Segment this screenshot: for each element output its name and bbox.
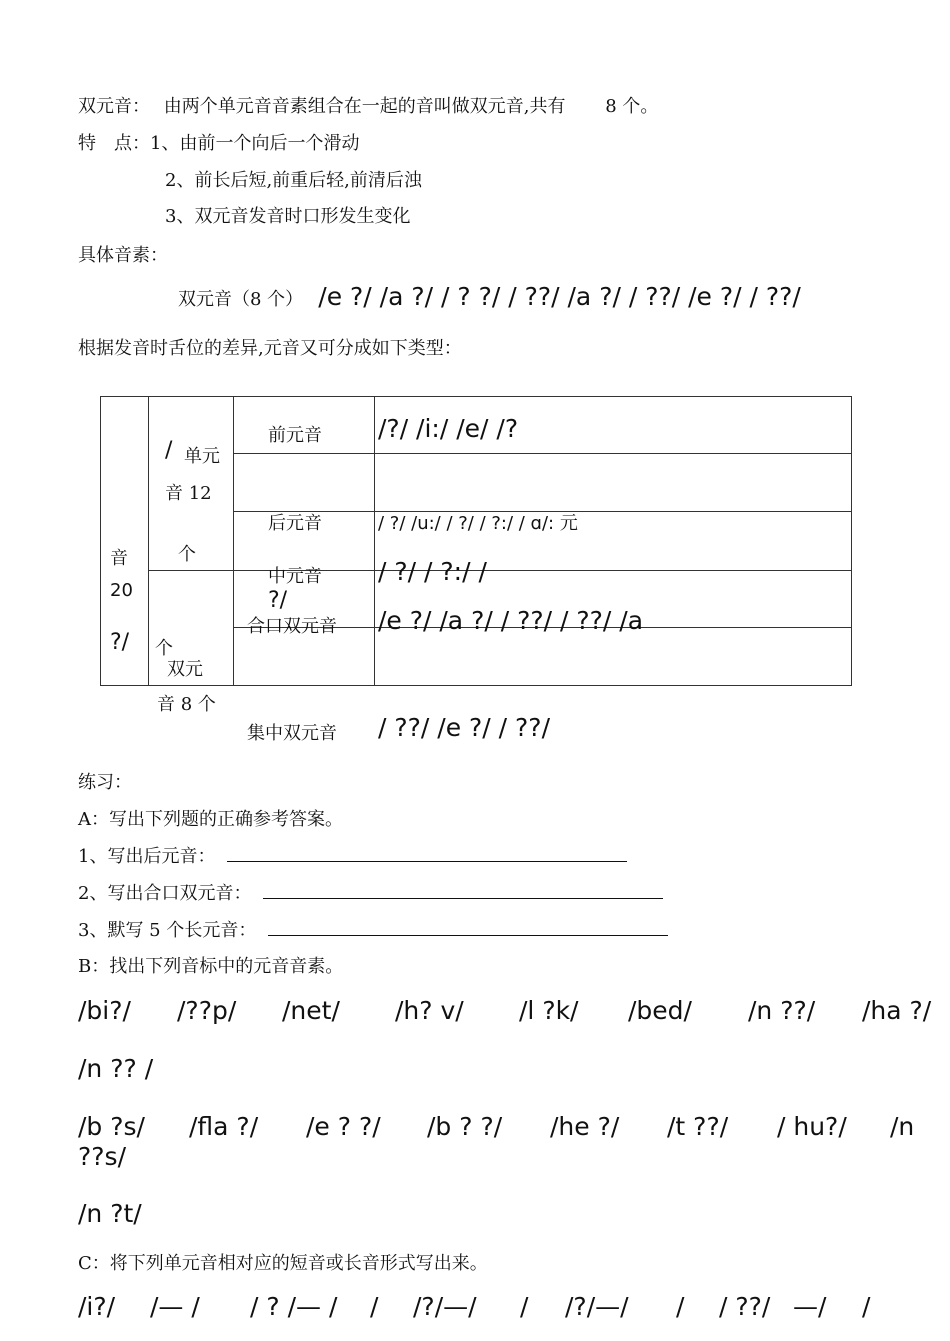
c-item: / ??/ bbox=[719, 1292, 771, 1321]
b-item: /he ?/ bbox=[550, 1112, 620, 1141]
c-item: / bbox=[676, 1292, 685, 1321]
question-1-label: 1、写出后元音： bbox=[78, 846, 216, 867]
intro-line1 bbox=[78, 92, 658, 118]
diphthong-list-line bbox=[178, 282, 801, 311]
c-item: /— / bbox=[150, 1292, 200, 1321]
row-central-vowel-label: 中元音 bbox=[268, 566, 322, 587]
diph-label-b: 音 8 个 bbox=[157, 694, 216, 715]
diphthong-count: 8 个。 bbox=[605, 96, 659, 117]
b-item: /bi?/ bbox=[78, 996, 131, 1025]
centring-diph-label: 集中双元音 bbox=[247, 723, 337, 744]
col1-symbol: ?/ bbox=[110, 630, 130, 655]
mono-label-a: 单元 bbox=[184, 446, 220, 467]
question-3-label: 3、默写 5 个长元音： bbox=[78, 920, 257, 941]
mono-slash: / bbox=[165, 438, 173, 463]
b-item: /n ?? / bbox=[78, 1054, 154, 1083]
answer-line-2[interactable] bbox=[263, 880, 663, 899]
b-item: /n bbox=[890, 1112, 915, 1141]
section-c-title: C：将下列单元音相对应的短音或长音形式写出来。 bbox=[78, 1253, 488, 1274]
c-item: / ? /— / bbox=[250, 1292, 338, 1321]
b-item: /b ?s/ bbox=[78, 1112, 145, 1141]
diphthong-definition: 由两个单元音音素组合在一起的音叫做双元音,共有 bbox=[163, 96, 566, 117]
diphthong-list-label: 双元音（8 个） bbox=[178, 289, 304, 310]
question-1 bbox=[78, 842, 627, 868]
answer-line-1[interactable] bbox=[227, 843, 627, 862]
b-item: /n ??/ bbox=[748, 996, 816, 1025]
b-item: ??s/ bbox=[78, 1142, 126, 1171]
row-stray-symbol: ?/ bbox=[268, 588, 288, 613]
feature-2: 2、前长后短,前重后轻,前清后浊 bbox=[165, 170, 422, 191]
mono-label-c: 个 bbox=[178, 544, 196, 565]
question-2-label: 2、写出合口双元音： bbox=[78, 883, 252, 904]
b-item: /fla ?/ bbox=[189, 1112, 259, 1141]
c-item: / bbox=[862, 1292, 871, 1321]
table-row-line-1 bbox=[233, 453, 852, 454]
b-item: /ha ?/ bbox=[862, 996, 932, 1025]
row-closing-diph-value: /e ?/ /a ?/ / ??/ / ??/ /a bbox=[378, 606, 644, 635]
mono-label-b: 音 12 bbox=[165, 483, 212, 504]
b-item: /bed/ bbox=[628, 996, 692, 1025]
row-front-vowel-label: 前元音 bbox=[268, 425, 322, 446]
table-divider-3 bbox=[374, 396, 375, 686]
centring-diph-value: / ??/ /e ?/ / ??/ bbox=[378, 713, 550, 742]
col1-count: 20 bbox=[110, 580, 133, 601]
classification-intro: 根据发音时舌位的差异,元音又可分成如下类型： bbox=[78, 338, 462, 359]
diphthong-label: 双元音： bbox=[78, 96, 150, 117]
table-divider-2 bbox=[233, 396, 234, 686]
section-a-title: A：写出下列题的正确参考答案。 bbox=[78, 809, 343, 830]
features-line bbox=[78, 129, 359, 155]
b-item: /e ? ?/ bbox=[306, 1112, 381, 1141]
col1-char-a: 音 bbox=[110, 548, 128, 569]
c-item: / bbox=[370, 1292, 379, 1321]
b-item: /l ?k/ bbox=[519, 996, 579, 1025]
row-front-vowel-value: /?/ /i:/ /e/ /? bbox=[378, 414, 519, 443]
b-item: /net/ bbox=[282, 996, 340, 1025]
c-item: /?/—/ bbox=[565, 1292, 629, 1321]
feature-1: 1、由前一个向后一个滑动 bbox=[150, 133, 360, 154]
diphthong-symbols: /e ?/ /a ?/ / ? ?/ / ??/ /a ?/ / ??/ /e ?/ / ??/ bbox=[318, 282, 801, 311]
b-item: /??p/ bbox=[177, 996, 237, 1025]
c-item: —/ bbox=[793, 1292, 827, 1321]
specific-phonemes-label: 具体音素： bbox=[78, 245, 168, 266]
question-3 bbox=[78, 916, 668, 942]
row-central-vowel-value: / ?/ / ?:/ / bbox=[378, 557, 487, 586]
answer-line-3[interactable] bbox=[268, 917, 668, 936]
b-item: /h? v/ bbox=[395, 996, 464, 1025]
c-item: / bbox=[520, 1292, 529, 1321]
feature-3: 3、双元音发音时口形发生变化 bbox=[165, 206, 411, 227]
question-2 bbox=[78, 879, 663, 905]
b-item: /b ? ?/ bbox=[427, 1112, 503, 1141]
c-item: /?/—/ bbox=[413, 1292, 477, 1321]
section-b-title: B：找出下列音标中的元音音素。 bbox=[78, 956, 344, 977]
table-row-line-3 bbox=[148, 570, 852, 571]
row-back-vowel-value: / ?/ /u:/ / ?/ / ?:/ / ɑ/: 元 bbox=[378, 513, 578, 534]
features-label: 特 点： bbox=[78, 133, 150, 154]
b-item: /t ??/ bbox=[667, 1112, 729, 1141]
c-item: /i?/ bbox=[78, 1292, 116, 1321]
exercise-title: 练习： bbox=[78, 772, 132, 793]
b-item: /n ?t/ bbox=[78, 1199, 142, 1228]
table-divider-1 bbox=[148, 396, 149, 686]
b-item: / hu?/ bbox=[777, 1112, 847, 1141]
row-closing-diph-label: 合口双元音 bbox=[247, 616, 337, 637]
col1-unit: 个 bbox=[155, 638, 173, 659]
diph-label-a: 双元 bbox=[167, 659, 203, 680]
row-back-vowel-label: 后元音 bbox=[268, 513, 322, 534]
